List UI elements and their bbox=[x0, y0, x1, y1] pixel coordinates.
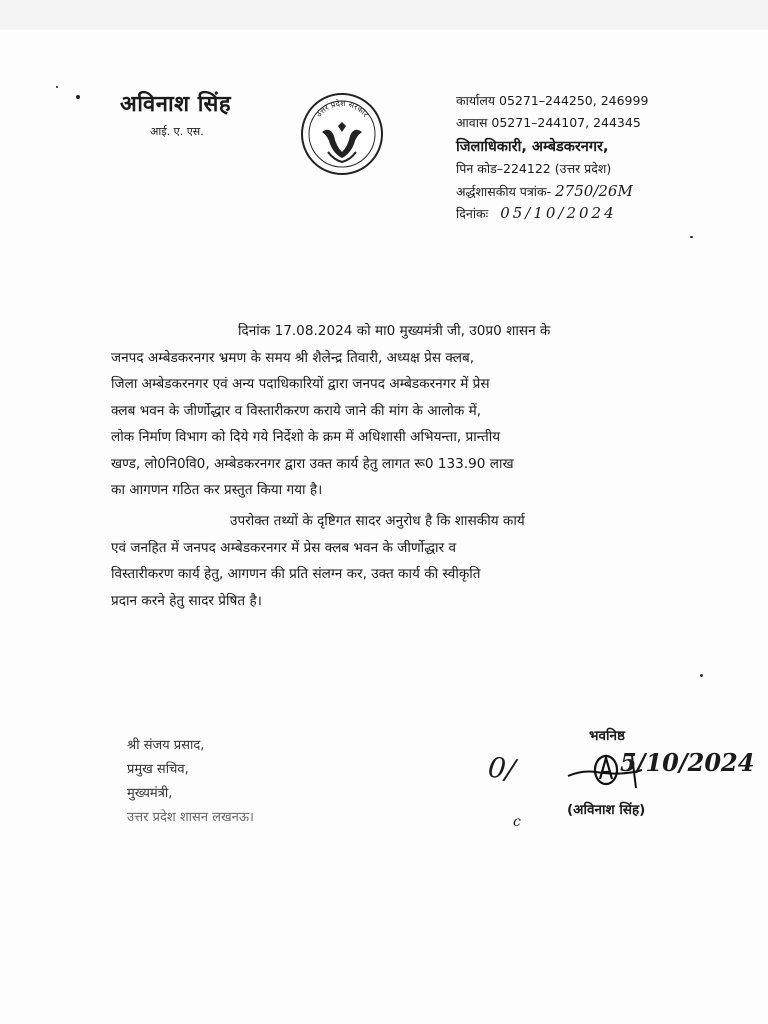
paragraph-line: प्रदान करने हेतु सादर प्रेषित है। bbox=[111, 592, 262, 609]
paragraph-2 bbox=[111, 508, 738, 614]
paragraph-line: खण्ड, लो0नि0वि0, अम्बेडकरनगर द्वारा उक्त कार्य हेतु लागत रू0 133.90 लाख bbox=[111, 455, 514, 472]
sender-name: अविनाश सिंह bbox=[120, 92, 232, 117]
scan-top-band bbox=[0, 0, 768, 30]
scan-speck bbox=[56, 86, 58, 88]
letter-date-value: 05/10/2024 bbox=[500, 204, 617, 222]
pincode: पिन कोड–224122 (उत्तर प्रदेश) bbox=[456, 161, 612, 176]
residence-phone: आवास 05271–244107, 244345 bbox=[456, 115, 641, 130]
letter-number-label: अर्द्धशासकीय पत्रांक- bbox=[456, 184, 552, 199]
up-government-emblem bbox=[300, 92, 384, 176]
paragraph-1 bbox=[111, 318, 738, 504]
closing-salutation: भवनिष्ठ bbox=[589, 728, 625, 744]
letter-date-label: दिनांकः bbox=[456, 206, 489, 221]
office-phone: कार्यालय 05271–244250, 246999 bbox=[456, 93, 649, 108]
paragraph-line: एवं जनहित में जनपद अम्बेडकरनगर में प्रेस क्लब भवन के जीर्णोद्धार व bbox=[111, 539, 457, 556]
signatory-name: (अविनाश सिंह) bbox=[567, 802, 646, 818]
letter-number-value: 2750/26M bbox=[555, 182, 633, 200]
letter-number bbox=[456, 182, 633, 200]
paragraph-line: जनपद अम्बेडकरनगर भ्रमण के समय श्री शैलेन्द्र तिवारी, अध्यक्ष प्रेस क्लब, bbox=[111, 349, 475, 366]
addressee-block bbox=[127, 734, 254, 830]
addressee-line: श्री संजय प्रसाद, bbox=[127, 738, 205, 753]
addressee-line: प्रमुख सचिव, bbox=[127, 762, 189, 777]
paragraph-line: उपरोक्त तथ्यों के दृष्टिगत सादर अनुरोध है कि शासकीय कार्य bbox=[230, 513, 525, 529]
paragraph-line: लोक निर्माण विभाग को दिये गये निर्देशो के क्रम में अधिशासी अभियन्ता, प्रान्तीय bbox=[111, 429, 501, 445]
handwritten-mark: c bbox=[513, 814, 521, 830]
scan-speck bbox=[700, 674, 703, 677]
handwritten-mark: 0/ bbox=[486, 750, 517, 787]
scan-speck bbox=[690, 236, 693, 238]
letter-date bbox=[456, 204, 617, 222]
paragraph-line: का आगणन गठित कर प्रस्तुत किया गया है। bbox=[111, 482, 323, 498]
addressee-line: उत्तर प्रदेश शासन लखनऊ। bbox=[127, 810, 254, 825]
signature-date: 5/10/2024 bbox=[620, 748, 755, 777]
addressee-line: मुख्यमंत्री, bbox=[127, 786, 173, 801]
sender-service: आई. ए. एस. bbox=[150, 125, 204, 138]
paragraph-line: दिनांक 17.08.2024 को मा0 मुख्यमंत्री जी, उ0प्र0 शासन के bbox=[238, 323, 551, 339]
scan-speck bbox=[76, 95, 80, 99]
paragraph-line: विस्तारीकरण कार्य हेतु, आगणन की प्रति संलग्न कर, उक्त कार्य की स्वीकृति bbox=[111, 566, 481, 582]
designation: जिलाधिकारी, अम्बेडकरनगर, bbox=[456, 139, 609, 155]
paragraph-line: जिला अम्बेडकरनगर एवं अन्य पदाधिकारियों द्वारा जनपद अम्बेडकरनगर में प्रेस bbox=[111, 376, 490, 392]
paragraph-line: क्लब भवन के जीर्णोद्धार व विस्तारीकरण कराये जाने की मांग के आलोक में, bbox=[111, 402, 482, 419]
emblem-text: उत्तर प्रदेश सरकार bbox=[313, 98, 371, 119]
